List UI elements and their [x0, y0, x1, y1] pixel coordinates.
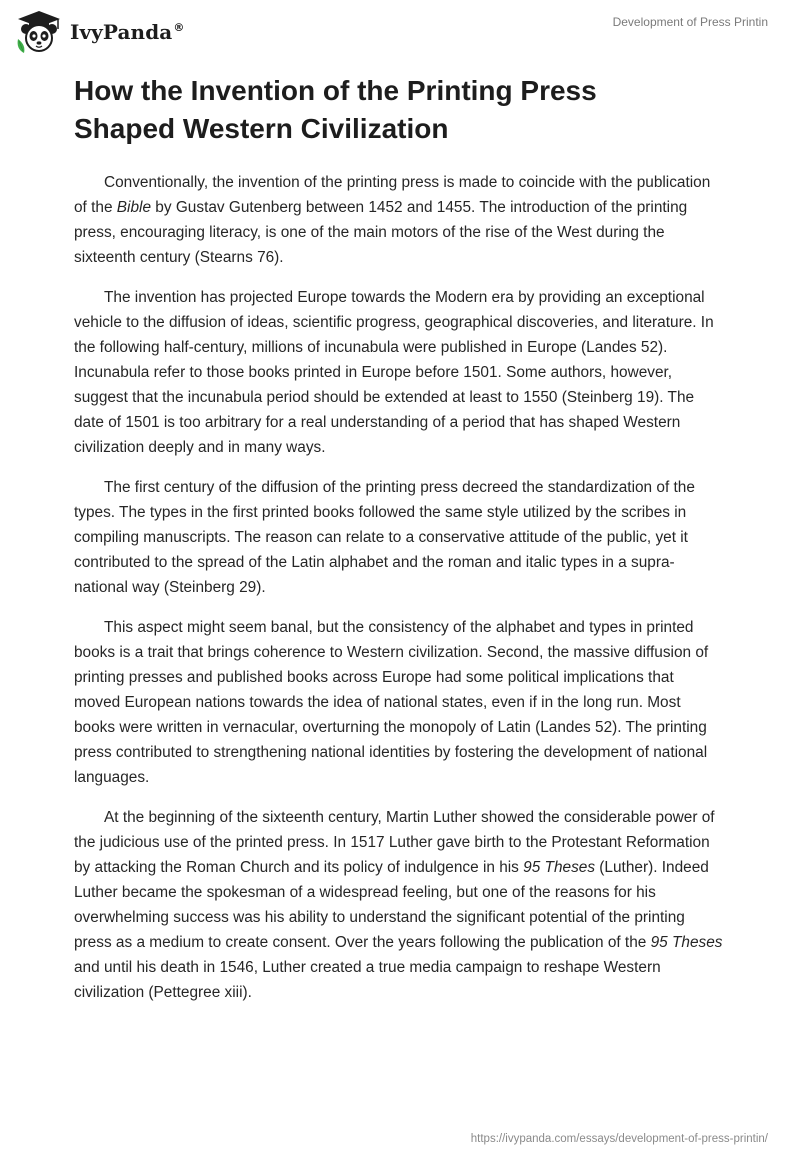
italic-95-theses-2: 95 Theses: [650, 934, 723, 951]
document-running-title: Development of Press Printin: [612, 15, 768, 29]
ivypanda-logo[interactable]: [14, 9, 184, 55]
italic-95-theses: 95 Theses: [523, 859, 596, 876]
paragraph-5: At the beginning of the sixteenth century, Martin Luther showed the considerable power of the judicious use of the printed press. In 1517 Luther gave birth to the Protestant Reformation by attacking the Roman Church and its policy of indulgence in his 95 Theses (Luther). Indeed Luther became the spokesman of a widespread feeling, but one of the reasons for his overwhelming success was his ability to understand the significant potential of the printing press as a medium to create consent. Over the years following the publication of the 95 Theses and until his death in 1546, Luther created a true media campaign to reshape Western civilization (Pettegree xiii).: [74, 809, 723, 1001]
essay-content: [74, 72, 724, 1020]
paragraph-2: The invention has projected Europe towards the Modern era by providing an exceptional vehicle to the diffusion of ideas, scientific progress, geographical discoveries, and literature. In the following half-century, millions of incunabula were published in Europe (Landes 52). Incunabula refer to those books printed in Europe before 1501. Some authors, however, suggest that the incunabula period should be extended at least to 1550 (Steinberg 19). The date of 1501 is too arbitrary for a real understanding of a period that has shaped Western civilization deeply and in many ways.: [74, 289, 714, 456]
paragraph-4: This aspect might seem banal, but the consistency of the alphabet and types in printed books is a trait that brings coherence to Western civilization. Second, the massive diffusion of printing presses and published books across Europe had some political implications that moved European nations towards the idea of national states, even if in the long run. Most books were written in vernacular, overturning the monopoly of Latin (Landes 52). The printing press contributed to strengthening national identities by fostering the development of national languages.: [74, 619, 709, 786]
brand-name: IvyPanda®: [70, 20, 185, 44]
paragraph-1: Conventionally, the invention of the printing press is made to coincide with the publication of the Bible by Gustav Gutenberg between 1452 and 1455. The introduction of the printing press, encouraging literacy, is one of the main motors of the rise of the West during the sixteenth century (Stearns 76).: [74, 174, 711, 266]
essay-title: How the Invention of the Printing Press Shaped Western Civilization: [74, 75, 597, 144]
registered-mark: ®: [173, 21, 185, 35]
italic-bible: Bible: [116, 199, 152, 216]
page-header: [0, 0, 800, 64]
source-url[interactable]: https://ivypanda.com/essays/development-of-press-printin/: [470, 1133, 768, 1145]
panda-graduate-icon: [14, 9, 64, 55]
paragraph-3: The first century of the diffusion of the printing press decreed the standardization of the types. The types in the first printed books followed the same style utilized by the scribes in compiling manuscripts. The reason can relate to a conservative attitude of the public, yet it contributed to the spread of the Latin alphabet and the roman and italic types in a supra-national way (Steinberg 29).: [74, 479, 695, 596]
